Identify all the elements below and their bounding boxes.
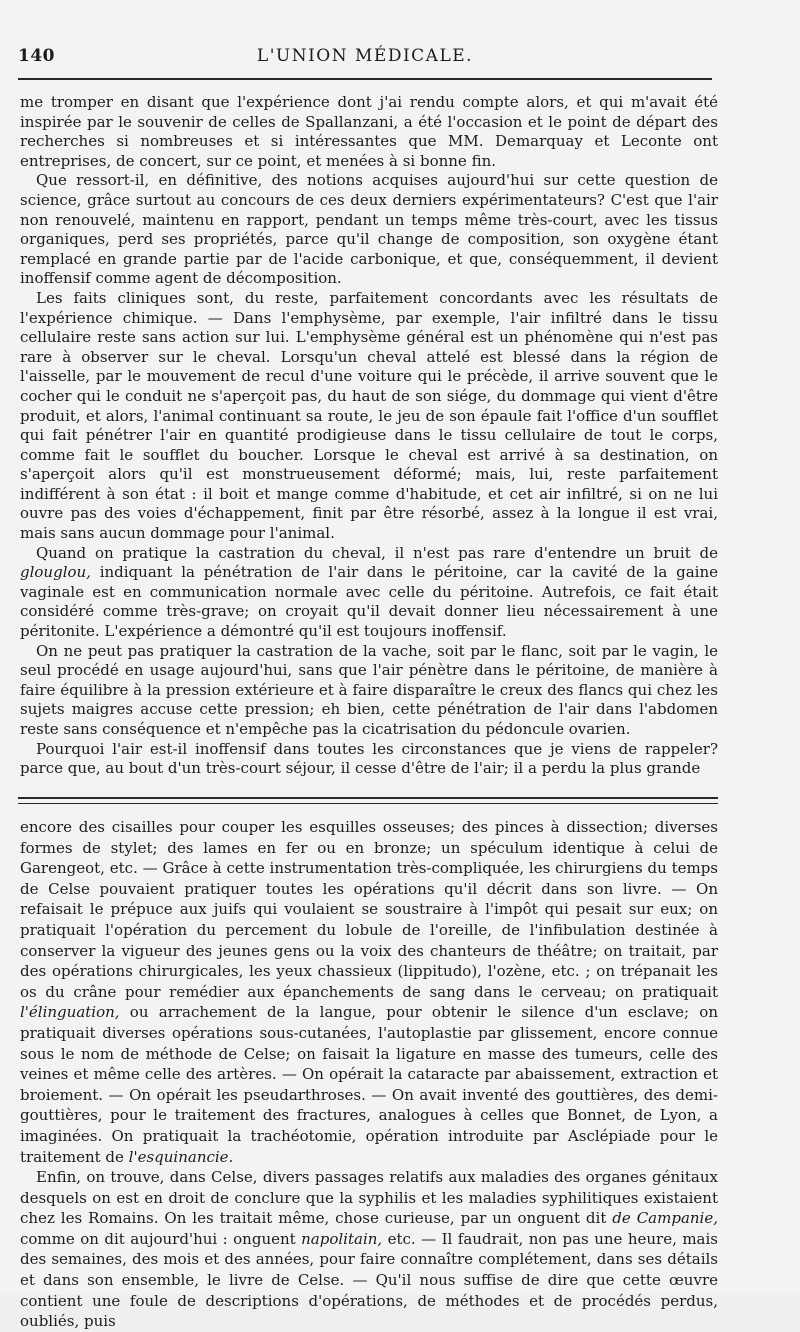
text-run: comme on dit aujourd'hui : onguent	[20, 1229, 302, 1248]
italic-term: l'esquinancie.	[128, 1147, 234, 1166]
italic-term: napolitain,	[301, 1229, 383, 1248]
text-run: Quand on pratique la castration du cheval, il n'est pas rare d'entendre un bruit de	[36, 543, 718, 562]
text-run: Les faits cliniques sont, du reste, parfaitement concordants avec les résultats de l'expérience chimique. — Dans l'emphysème, par exemple, l'air infiltré dans le tissu cellulaire reste sans action sur lui. L'emphysème général est un phénomène qui n'est pas rare à observer sur le cheval. Lorsqu'un cheval attelé est blessé dans la région de l'aisselle, par le mouvement de recul d'une voiture qui le précède, il arrive souvent que le cocher qui le conduit ne s'aperçoit pas, du haut de son siége, du dommage qui vient d'être produit, et alors, l'animal continuant sa route, le jeu de son épaule fait l'office d'un soufflet qui fait pénétrer l'air en quantité prodigieuse dans le tissu cellulaire de tout le corps, comme fait le soufflet du boucher. Lorsque le cheval est arrivé à sa destination, on s'aperçoit alors qu'il est monstrueusement déformé; mais, lui, reste parfaitement indifférent à son état : il boit et mange comme d'habitude, et cet air infiltré, si on ne lui ouvre pas des voies d'échappement, finit par être résorbé, assez à la longue il est vrai, mais sans aucun dommage pour l'animal.	[20, 288, 718, 543]
text-run: Pourquoi l'air est-il inoffensif dans toutes les circonstances que je viens de rappeler? parce que, au bout d'un très-court séjour, il cesse d'être de l'air; il a perdu la plus grande	[20, 739, 718, 778]
italic-term: glouglou,	[20, 563, 91, 582]
article-body	[20, 93, 718, 779]
page-header	[18, 44, 712, 70]
article-paragraph	[20, 171, 718, 289]
article-paragraph	[20, 289, 718, 544]
page-number: 140	[18, 46, 55, 66]
feuilleton-separator	[18, 797, 718, 804]
text-run: On ne peut pas pratiquer la castration de la vache, soit par le flanc, soit par le vagin, le seul procédé en usage aujourd'hui, sans que l'air pénètre dans le péritoine, de manière à faire équilibre à la pression extérieure et à faire disparaître le creux des flancs qui chez les sujets maigres accuse cette pression; eh bien, cette pénétration de l'air dans l'abdomen reste sans conséquence et n'empêche pas la cicatrisation du pédoncule ovarien.	[20, 641, 718, 738]
italic-term: l'élinguation,	[20, 1003, 120, 1022]
text-run: encore des cisailles pour couper les esquilles osseuses; des pinces à dissection; diverses formes de stylet; des lames en fer ou en bronze; un spéculum identique à celui de Garengeot, etc. — Grâce à cette instrumentation très-compliquée, les chirurgiens du temps de Celse pouvaient pratiquer toutes les opérations qu'il décrit dans son livre. — On refaisait le prépuce aux juifs qui voulaient se soustraire à l'impôt qui pesait sur eux; on pratiquait l'opération du percement du lobule de l'oreille, de l'infibulation destinée à conserver la vigueur des jeunes gens ou la voix des chanteurs de théâtre; on traitait, par des opérations chirurgicales, les yeux chassieux (lippitudo), l'ozène, etc. ; on trépanait les os du crâne pour remédier aux épanchements de sang dans le cerveau; on pratiquait	[20, 818, 718, 1001]
text-run: Enfin, on trouve, dans Celse, divers passages relatifs aux maladies des organes génitaux desquels on est en droit de conclure que la syphilis et les maladies syphilitiques existaient chez les Romains. On les traitait même, chose curieuse, par un onguent dit	[20, 1168, 718, 1228]
text-run: etc. — Il faudrait, non pas une heure, mais des semaines, des mois et des années, pour faire connaître complétement, dans ses détails et dans son ensemble, le livre de Celse. — Qu'il nous suffise de dire que cette œuvre contient une foule de descriptions d'opérations, de méthodes et de procédés perdus, oubliés, puis	[20, 1229, 718, 1331]
header-rule	[18, 78, 712, 80]
article-paragraph	[20, 93, 718, 171]
article-paragraph	[20, 642, 718, 740]
text-run: me tromper en disant que l'expérience dont j'ai rendu compte alors, et qui m'avait été inspirée par le souvenir de celles de Spallanzani, a été l'occasion et le point de départ des recherches si nombreuses et si intéressantes que MM. Demarquay et Leconte ont entreprises, de concert, sur ce point, et menées à si bonne fin.	[20, 93, 718, 170]
feuilleton-paragraph	[20, 1167, 718, 1332]
article-paragraph	[20, 544, 718, 642]
article-paragraph	[20, 740, 718, 779]
text-run: ou arrachement de la langue, pour obtenir le silence d'un esclave; on pratiquait diverses opérations sous-cutanées, l'autoplastie par glissement, encore connue sous le nom de méthode de Celse; on faisait la ligature en masse des tumeurs, celle des veines et même celle des artères. — On opérait la cataracte par abaissement, extraction et broiement. — On opérait les pseudarthroses. — On avait inventé des gouttières, des demi-gouttières, pour le traitement des fractures, analogues à celles que Bonnet, de Lyon, a imaginées. On pratiquait la trachéotomie, opération introduite par Asclépiade pour le traitement de	[20, 1003, 718, 1166]
running-head: L'UNION MÉDICALE.	[256, 46, 474, 66]
feuilleton-paragraph	[20, 817, 718, 1167]
text-run: Que ressort-il, en définitive, des notions acquises aujourd'hui sur cette question de science, grâce surtout au concours de ces deux derniers expérimentateurs? C'est que l'air non renouvelé, maintenu en rapport, pendant un temps même très-court, avec les tissus organiques, perd ses propriétés, parce qu'il change de composition, son oxygène étant remplacé en grande partie par de l'acide carbonique, et que, conséquemment, il devient inoffensif comme agent de décomposition.	[20, 171, 718, 288]
italic-term: de Campanie,	[612, 1209, 718, 1228]
text-run: indiquant la pénétration de l'air dans le péritoine, car la cavité de la gaine vaginale est en communication normale avec celle du péritoine. Autrefois, ce fait était considéré comme très-grave; on croyait qu'il devait donner lieu nécessairement à une péritonite. L'expérience a démontré qu'il est toujours inoffensif.	[20, 563, 718, 641]
feuilleton-body	[20, 817, 718, 1332]
